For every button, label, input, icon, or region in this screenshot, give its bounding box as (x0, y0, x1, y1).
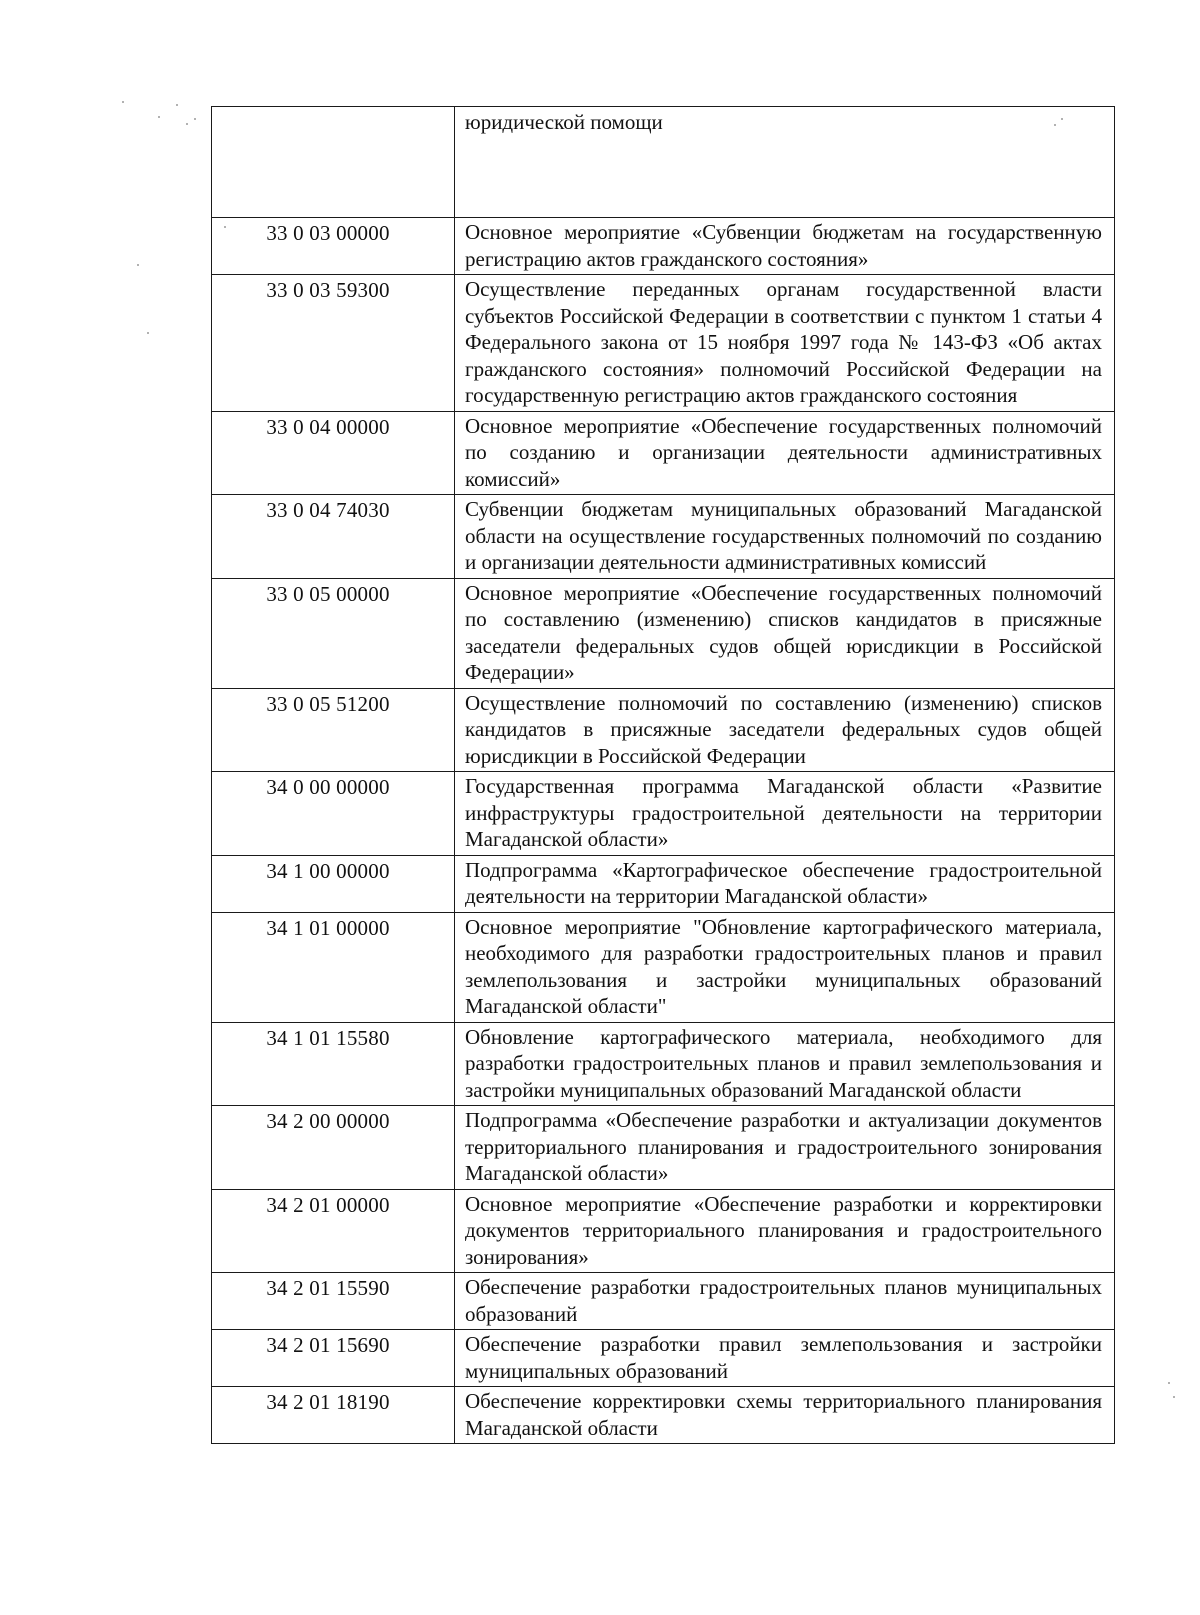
row-description: Государственная программа Магаданской области «Развитие инфраструктуры градостроительной деятельности на территории Магаданской области» (455, 772, 1115, 856)
row-code: 33 0 05 51200 (212, 688, 455, 772)
row-description: Основное мероприятие "Обновление картографического материала, необходимого для разработки градостроительных планов и правил землепользования и застройки муниципальных образований Магаданской области" (455, 912, 1115, 1022)
row-code: 34 2 01 00000 (212, 1189, 455, 1273)
table-row (212, 1330, 1115, 1387)
table-row (212, 495, 1115, 579)
row-code: 34 2 01 15690 (212, 1330, 455, 1387)
table-row (212, 855, 1115, 912)
table-row (212, 912, 1115, 1022)
row-description: Обеспечение разработки правил землепользования и застройки муниципальных образований (455, 1330, 1115, 1387)
row-description: Основное мероприятие «Обеспечение государственных полномочий по составлению (изменению) списков кандидатов в присяжные заседатели федеральных судов общей юрисдикции в Российской Федерации» (455, 578, 1115, 688)
row-code (212, 107, 455, 218)
table-row (212, 1387, 1115, 1444)
row-code: 34 1 01 00000 (212, 912, 455, 1022)
row-description: Обеспечение разработки градостроительных планов муниципальных образований (455, 1273, 1115, 1330)
row-code: 33 0 03 00000 (212, 218, 455, 275)
budget-classification-table (211, 106, 1115, 1444)
row-description: юридической помощи (455, 107, 1115, 218)
row-description: Обеспечение корректировки схемы территориального планирования Магаданской области (455, 1387, 1115, 1444)
row-description: Осуществление полномочий по составлению (изменению) списков кандидатов в присяжные заседатели федеральных судов общей юрисдикции в Российской Федерации (455, 688, 1115, 772)
row-description: Обновление картографического материала, необходимого для разработки градостроительных планов и правил землепользования и застройки муниципальных образований Магаданской области (455, 1022, 1115, 1106)
row-description: Субвенции бюджетам муниципальных образований Магаданской области на осуществление государственных полномочий по созданию и организации деятельности административных комиссий (455, 495, 1115, 579)
row-description: Основное мероприятие «Обеспечение государственных полномочий по созданию и организации деятельности административных комиссий» (455, 411, 1115, 495)
table-row (212, 218, 1115, 275)
row-code: 34 2 01 18190 (212, 1387, 455, 1444)
table-row (212, 578, 1115, 688)
row-code: 34 2 01 15590 (212, 1273, 455, 1330)
table-row (212, 772, 1115, 856)
table-row (212, 411, 1115, 495)
row-code: 34 2 00 00000 (212, 1106, 455, 1190)
row-code: 34 1 01 15580 (212, 1022, 455, 1106)
row-code: 33 0 04 74030 (212, 495, 455, 579)
row-description: Основное мероприятие «Субвенции бюджетам на государственную регистрацию актов гражданского состояния» (455, 218, 1115, 275)
row-code: 34 0 00 00000 (212, 772, 455, 856)
row-description: Подпрограмма «Обеспечение разработки и актуализации документов территориального планирования и градостроительного зонирования Магаданской области» (455, 1106, 1115, 1190)
table-row (212, 107, 1115, 218)
table-row (212, 1106, 1115, 1190)
table-row (212, 1022, 1115, 1106)
row-code: 33 0 04 00000 (212, 411, 455, 495)
table-row (212, 688, 1115, 772)
row-code: 34 1 00 00000 (212, 855, 455, 912)
row-description: Подпрограмма «Картографическое обеспечение градостроительной деятельности на территории Магаданской области» (455, 855, 1115, 912)
row-code: 33 0 03 59300 (212, 275, 455, 412)
row-code: 33 0 05 00000 (212, 578, 455, 688)
table-row (212, 1273, 1115, 1330)
row-description: Основное мероприятие «Обеспечение разработки и корректировки документов территориального планирования и градостроительного зонирования» (455, 1189, 1115, 1273)
row-description: Осуществление переданных органам государственной власти субъектов Российской Федерации в соответствии с пунктом 1 статьи 4 Федерального закона от 15 ноября 1997 года № 143-ФЗ «Об актах гражданского состояния» полномочий Российской Федерации на государственную регистрацию актов гражданского состояния (455, 275, 1115, 412)
table-row (212, 1189, 1115, 1273)
table-row (212, 275, 1115, 412)
